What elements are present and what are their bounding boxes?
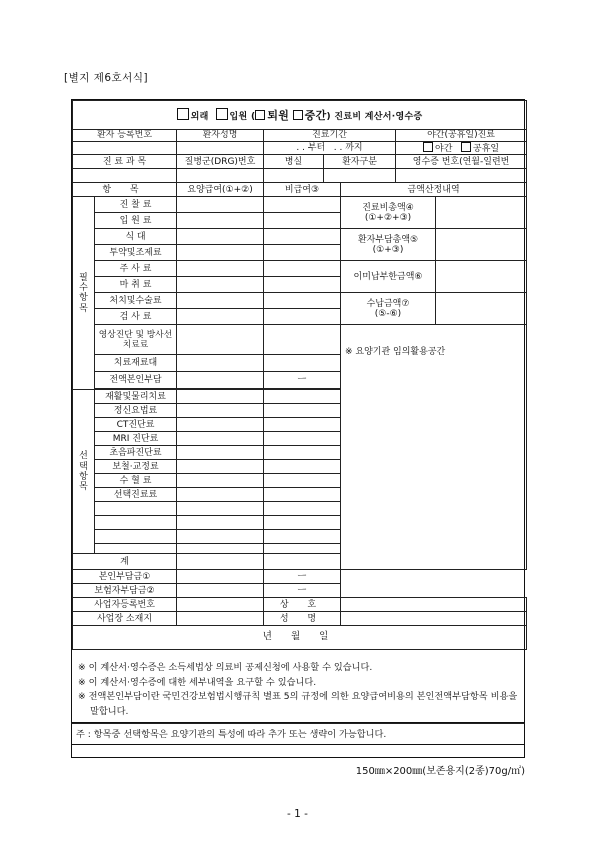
holiday-label: 공휴일 [473,144,500,154]
outpatient-checkbox[interactable] [177,108,189,120]
page-number: - 1 - [287,808,308,820]
imaging-noncovered[interactable] [264,325,341,355]
item-ct: CT진단료 [95,418,177,432]
mri-covered[interactable] [177,432,264,446]
medication-covered[interactable] [177,245,264,261]
meals-covered[interactable] [177,229,264,245]
business-address-label: 사업장 소재지 [73,612,177,626]
department-label: 진 료 과 목 [73,155,177,169]
interim-checkbox[interactable] [293,110,303,120]
drg-label: 질병군(DRG)번호 [177,155,264,169]
ct-covered[interactable] [177,418,264,432]
meals-noncovered[interactable] [264,229,341,245]
item-prosthetics: 보철·교정료 [95,460,177,474]
transfusion-noncovered[interactable] [264,474,341,488]
test-covered[interactable] [177,309,264,325]
self-pay-dash: ㅡ [264,570,341,584]
period-label: 진료기간 [264,130,396,142]
noncovered-column-header: 비급여③ [264,183,341,197]
anesthesia-covered[interactable] [177,277,264,293]
calc-column-header: 금액산정내역 [341,183,527,197]
note-item: ※ 이 계산서·영수증에 대한 세부내역을 요구할 수 있습니다. [78,676,317,688]
prosthetics-covered[interactable] [177,460,264,474]
full-self-pay-dash: ㅡ [264,372,341,389]
item-ultrasound: 초음파진단료 [95,446,177,460]
received-field[interactable] [436,293,527,325]
patient-reg-no-label: 환자 등록번호 [73,130,177,142]
item-exam: 진 찰 료 [95,197,177,213]
surgery-covered[interactable] [177,293,264,309]
exam-noncovered[interactable] [264,197,341,213]
sum-noncovered[interactable] [264,554,341,570]
form-title [73,101,527,130]
period-field[interactable] [264,142,396,155]
sum-label: 계 [73,554,177,570]
exam-covered[interactable] [177,197,264,213]
item-surgery: 처치및수술료 [95,293,177,309]
item-column-header: 항 목 [73,183,177,197]
total-amount-label: 진료비총액④ (①+②+③) [341,197,436,229]
item-rehab: 재활및물리치료 [95,390,177,404]
optional-blank-noncovered[interactable] [264,544,341,554]
psychotherapy-covered[interactable] [177,404,264,418]
issue-date: 년 월 일 [73,626,527,650]
optional-blank-noncovered[interactable] [264,502,341,516]
discharge-checkbox[interactable] [255,110,265,120]
materials-covered[interactable] [177,355,264,372]
medication-noncovered[interactable] [264,245,341,261]
form-label: [별지 제6호서식] [64,72,149,84]
interim-label: 중간 [304,108,327,122]
item-transfusion: 수 혈 료 [95,474,177,488]
optional-blank-item[interactable] [95,544,177,554]
selective-care-covered[interactable] [177,488,264,502]
night-label: 야간 [435,144,453,154]
insurer-pay-label: 보험자부담금② [73,584,177,598]
receipt-table [72,100,527,650]
prosthetics-noncovered[interactable] [264,460,341,474]
inpatient-label: 입원 [229,111,248,122]
optional-blank-covered[interactable] [177,516,264,530]
item-test: 검 사 료 [95,309,177,325]
rehab-noncovered[interactable] [264,390,341,404]
materials-noncovered[interactable] [264,355,341,372]
night-checkbox[interactable] [423,142,433,152]
title-row [73,101,527,130]
business-address-field[interactable] [177,612,264,626]
free-space: ※ 요양기관 임의활용공간 [341,325,527,570]
note-item: ※ 이 계산서·영수증은 소득세법상 의료비 공제신청에 사용할 수 있습니다. [78,662,373,673]
business-reg-no-field[interactable] [177,598,264,612]
injection-noncovered[interactable] [264,261,341,277]
full-self-pay-covered[interactable] [177,372,264,389]
night-holiday-field [396,142,527,155]
ultrasound-covered[interactable] [177,446,264,460]
night-holiday-label: 야간(공휴일)진료 [396,130,527,142]
insurer-pay-dash: ㅡ [264,584,341,598]
business-reg-no-label: 사업자등록번호 [73,598,177,612]
department-field[interactable] [73,169,177,183]
paren-close: ) [326,111,331,122]
item-anesthesia: 마 취 료 [95,277,177,293]
holiday-checkbox[interactable] [461,142,471,152]
injection-covered[interactable] [177,261,264,277]
optional-blank-covered[interactable] [177,502,264,516]
anesthesia-noncovered[interactable] [264,277,341,293]
item-full-self-pay: 전액본인부담 [95,372,177,389]
patient-name-field[interactable] [177,142,264,155]
patient-total-label: 환자부담총액⑤ (①+③) [341,229,436,261]
receipt-no-field[interactable] [396,169,527,183]
patient-name-label: 환자성명 [177,130,264,142]
optional-blank-covered[interactable] [177,544,264,554]
covered-column-header: 요양급여(①+②) [177,183,264,197]
footer-note: 주 : 항목중 선택항목은 요양기관의 특성에 따라 추가 또는 생략이 가능합니다. [71,723,525,745]
selective-care-noncovered[interactable] [264,488,341,502]
sum-covered[interactable] [177,554,264,570]
item-meals: 식 대 [95,229,177,245]
paren-open: ( [250,111,256,122]
imaging-covered[interactable] [177,325,264,355]
note-item: ※ 전액본인부담이란 국민건강보험법시행규칙 별표 5의 규정에 의한 요양급여비용의 본인전액부담항목 비용을 말합니다. [78,691,518,717]
item-psychotherapy: 정신요법료 [95,404,177,418]
item-medication: 투약및조제료 [95,245,177,261]
transfusion-covered[interactable] [177,474,264,488]
prepaid-label: 이미납부한금액⑥ [341,261,436,293]
drg-field[interactable] [177,169,264,183]
optional-blank-covered[interactable] [177,530,264,544]
patient-total-field[interactable] [436,229,527,261]
period-from: . . 부터 [296,143,326,153]
inpatient-checkbox[interactable] [216,108,228,120]
optional-blank-item[interactable] [95,530,177,544]
optional-group-label: 선 택 항 목 [73,390,95,554]
test-noncovered[interactable] [264,309,341,325]
trade-name-label: 상 호 [264,598,341,612]
prepaid-field[interactable] [436,261,527,293]
discharge-label: 퇴원 [267,108,290,122]
patient-type-label: 환자구분 [324,155,396,169]
rehab-covered[interactable] [177,390,264,404]
title-main: 진료비 계산서·영수증 [334,111,423,122]
ct-noncovered[interactable] [264,418,341,432]
item-selective-care: 선택진료료 [95,488,177,502]
trade-name-field[interactable] [341,598,527,612]
notes-box [71,658,525,723]
mri-noncovered[interactable] [264,432,341,446]
admission-covered[interactable] [177,213,264,229]
total-amount-field[interactable] [436,197,527,229]
notes-section [71,658,525,745]
ultrasound-noncovered[interactable] [264,446,341,460]
item-injection: 주 사 료 [95,261,177,277]
self-pay-field[interactable] [177,570,264,584]
self-pay-label: 본인부담금① [73,570,177,584]
paper-size: 150㎜×200㎜(보존용지(2종)70g/㎡) [355,766,525,777]
patient-reg-no-field[interactable] [73,142,177,155]
room-field[interactable] [264,169,324,183]
item-imaging: 영상진단 및 방사선치료료 [95,325,177,355]
surgery-noncovered[interactable] [264,293,341,309]
item-admission: 입 원 료 [95,213,177,229]
received-label: 수납금액⑦ (⑤-⑥) [341,293,436,325]
required-group-label: 필 수 항 목 [73,197,95,390]
optional-blank-item[interactable] [95,502,177,516]
optional-blank-noncovered[interactable] [264,530,341,544]
period-to: . . 까지 [333,143,363,153]
item-mri: MRI 진단료 [95,432,177,446]
receipt-no-label: 영수증 번호(연월-일련번 [396,155,527,169]
representative-field[interactable] [341,612,527,626]
patient-type-field[interactable] [324,169,396,183]
optional-blank-noncovered[interactable] [264,516,341,530]
psychotherapy-noncovered[interactable] [264,404,341,418]
item-materials: 치료재료대 [95,355,177,372]
room-label: 병실 [264,155,324,169]
admission-noncovered[interactable] [264,213,341,229]
representative-label: 성 명 [264,612,341,626]
optional-blank-item[interactable] [95,516,177,530]
insurer-pay-field[interactable] [177,584,264,598]
outpatient-label: 외래 [190,111,209,122]
